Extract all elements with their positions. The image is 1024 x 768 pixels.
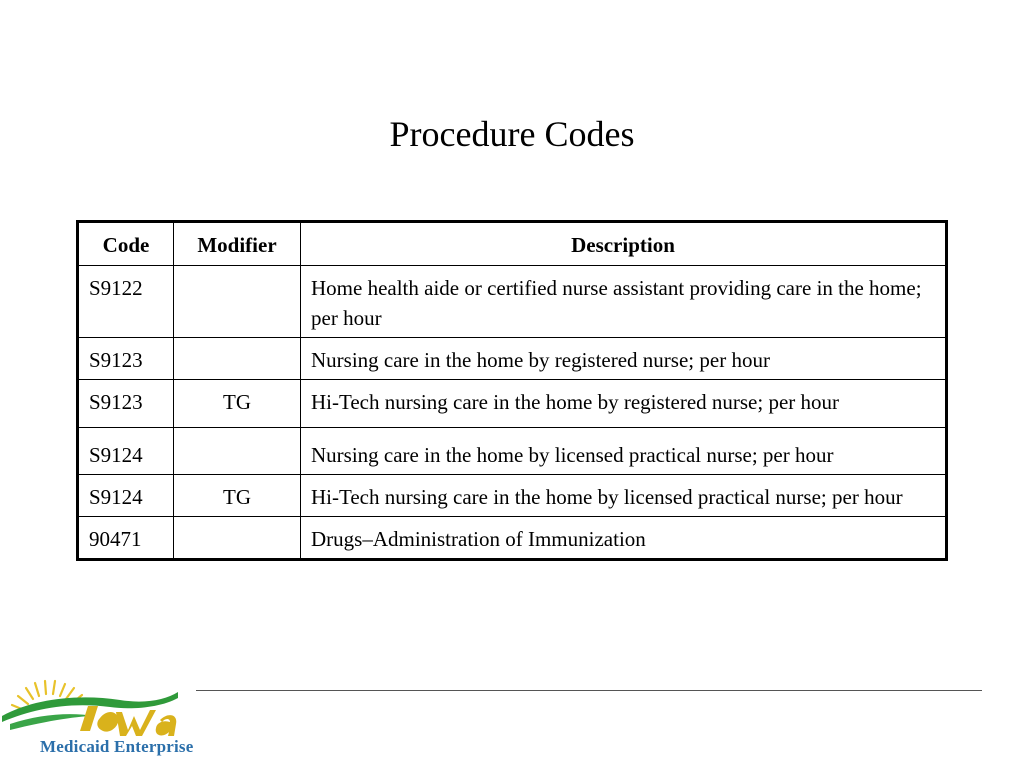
table-row: [78, 380, 947, 428]
table-row: [78, 428, 947, 475]
cell-code: S9124: [78, 428, 174, 475]
table-row: [78, 517, 947, 560]
footer-divider: [196, 690, 982, 691]
header-description: Description: [301, 222, 947, 266]
header-code: Code: [78, 222, 174, 266]
cell-description: Home health aide or certified nurse assistant providing care in the home; per hour: [301, 266, 947, 338]
cell-modifier: [174, 338, 301, 380]
cell-code: S9122: [78, 266, 174, 338]
cell-code: S9124: [78, 475, 174, 517]
cell-modifier: TG: [174, 475, 301, 517]
page-title: Procedure Codes: [389, 114, 635, 154]
procedure-codes-table: [76, 220, 948, 561]
cell-modifier: [174, 517, 301, 560]
cell-modifier: TG: [174, 380, 301, 428]
cell-description: Drugs–Administration of Immunization: [301, 517, 947, 560]
cell-code: 90471: [78, 517, 174, 560]
cell-modifier: [174, 428, 301, 475]
cell-description: Nursing care in the home by licensed practical nurse; per hour: [301, 428, 947, 475]
table-row: [78, 475, 947, 517]
header-modifier: Modifier: [174, 222, 301, 266]
table-row: [78, 338, 947, 380]
cell-description: Nursing care in the home by registered nurse; per hour: [301, 338, 947, 380]
logo-text: Medicaid Enterprise: [40, 737, 194, 756]
cell-code: S9123: [78, 338, 174, 380]
table-header-row: [78, 222, 947, 266]
table-row: [78, 266, 947, 338]
cell-code: S9123: [78, 380, 174, 428]
cell-modifier: [174, 266, 301, 338]
cell-description: Hi-Tech nursing care in the home by licensed practical nurse; per hour: [301, 475, 947, 517]
cell-description: Hi-Tech nursing care in the home by registered nurse; per hour: [301, 380, 947, 428]
iowa-wordmark-icon: [80, 706, 176, 736]
